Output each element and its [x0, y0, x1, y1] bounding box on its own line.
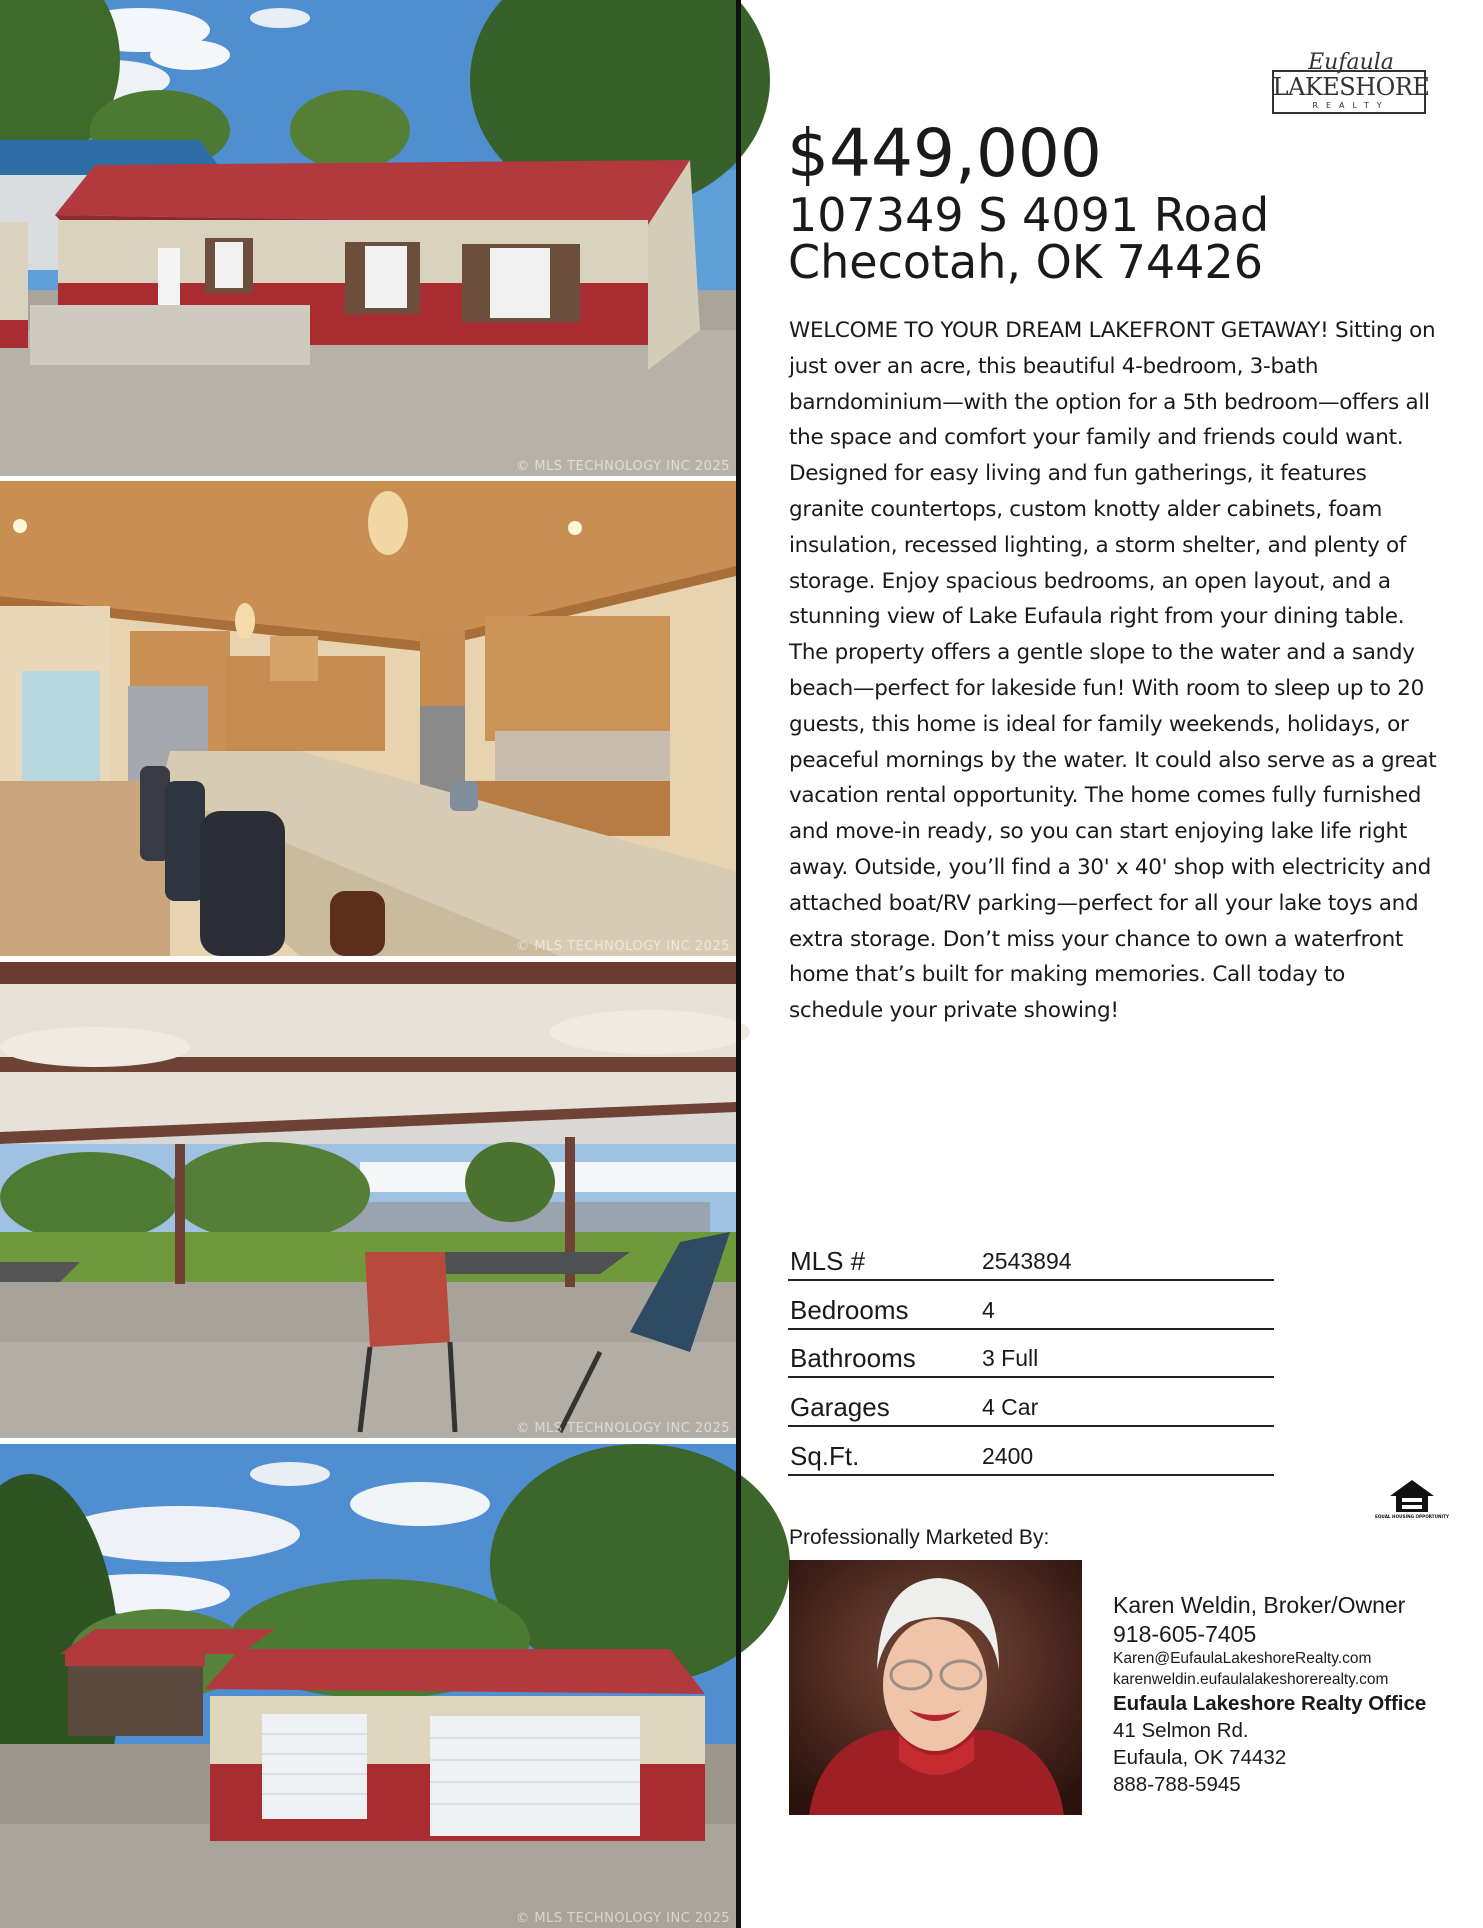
photo-covered-patio [0, 962, 736, 1438]
fact-value: 2400 [982, 1442, 1034, 1469]
property-facts-table [788, 1232, 1274, 1476]
listing-price: $449,000 [787, 115, 1102, 192]
column-divider [736, 0, 741, 1928]
office-city: Eufaula, OK 74432 [1113, 1746, 1287, 1769]
listing-description: WELCOME TO YOUR DREAM LAKEFRONT GETAWAY! Sitting on just over an acre, this beautiful 4-bedroom, 3-bath barndominium—with the option for a 5th bedroom—offers all the space and comfort your family and friends could want. Designed for easy living and fun gatherings, it features granite countertops, custom knotty alder cabinets, foam insulation, recessed lighting, a storm shelter, and plenty of storage. Enjoy spacious bedrooms, an open layout, and a stunning view of Lake Eufaula right from your dining table. The property offers a gentle slope to the water and a sandy beach—perfect for lakeside fun! With room to sleep up to 20 guests, this home is ideal for family weekends, holidays, or peaceful mornings by the water. It could also serve as a great vacation rental opportunity. The home comes fully furnished and move-in ready, so you can start enjoying lake life right away. Outside, you’ll find a 30' x 40' shop with electricity and attached boat/RV parking—perfect for all your lake toys and extra storage. Don’t miss your chance to own a waterfront home that’s built for making memories. Call today to schedule your private showing! [789, 318, 1437, 1024]
mls-watermark: © MLS TECHNOLOGY INC 2025 [516, 1911, 730, 1926]
fact-row-sqft [788, 1427, 1274, 1476]
fact-value: 4 [982, 1296, 995, 1323]
office-phone[interactable]: 888-788-5945 [1113, 1773, 1241, 1796]
fact-value: 4 Car [982, 1394, 1039, 1421]
eufaula-lakeshore-realty-logo [1270, 50, 1432, 118]
photo-shop-garage [0, 1444, 736, 1928]
fact-row-bedrooms [788, 1281, 1274, 1330]
mls-watermark: © MLS TECHNOLOGY INC 2025 [516, 1421, 730, 1436]
address-line-1: 107349 S 4091 Road [788, 188, 1270, 242]
equal-housing-opportunity-icon [1375, 1478, 1449, 1524]
fact-label: MLS # [790, 1245, 866, 1276]
marketed-by-label: Professionally Marketed By: [789, 1526, 1050, 1549]
fact-row-garages [788, 1378, 1274, 1427]
photo-exterior-front [0, 0, 736, 476]
fact-value: 2543894 [982, 1247, 1072, 1274]
equal-housing-text: EQUAL HOUSING OPPORTUNITY [1375, 1514, 1449, 1519]
fact-value: 3 Full [982, 1345, 1039, 1372]
fact-label: Sq.Ft. [790, 1440, 860, 1471]
fact-row-bathrooms [788, 1330, 1274, 1379]
logo-brand: LAKESHORE [1272, 73, 1430, 101]
fact-label: Garages [790, 1392, 890, 1423]
agent-contact-block [1113, 1590, 1426, 1798]
fact-row-mls [788, 1232, 1274, 1281]
agent-phone[interactable]: 918-605-7405 [1113, 1621, 1257, 1647]
logo-sub: REALTY [1312, 101, 1390, 110]
office-street: 41 Selmon Rd. [1113, 1719, 1249, 1742]
fact-label: Bathrooms [790, 1343, 916, 1374]
agent-headshot [789, 1560, 1082, 1815]
address-line-2: Checotah, OK 74426 [788, 235, 1263, 289]
agent-name: Karen Weldin, Broker/Owner [1113, 1592, 1406, 1618]
fact-label: Bedrooms [790, 1294, 909, 1325]
logo-script: Eufaula [1308, 50, 1394, 75]
agent-email[interactable]: Karen@EufaulaLakeshoreRealty.com [1113, 1650, 1372, 1667]
office-name: Eufaula Lakeshore Realty Office [1113, 1692, 1427, 1715]
photo-kitchen [0, 481, 736, 956]
mls-watermark: © MLS TECHNOLOGY INC 2025 [516, 459, 730, 474]
agent-website[interactable]: karenweldin.eufaulalakeshorerealty.com [1113, 1671, 1389, 1688]
mls-watermark: © MLS TECHNOLOGY INC 2025 [516, 939, 730, 954]
